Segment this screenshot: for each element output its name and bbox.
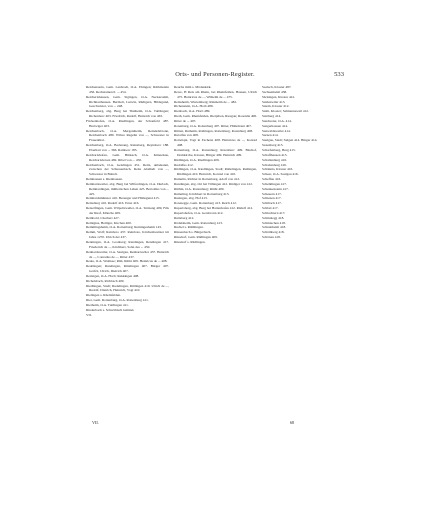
register-entry: Schömberg 418. [262, 230, 285, 235]
register-entry: Schallenburg 416. [262, 157, 287, 162]
register-entry: Schmalegg 418. [262, 215, 285, 220]
register-columns [86, 85, 345, 407]
register-entry: Rüssdorf, Gem. Rüdlingen 409. [174, 235, 218, 240]
register-entry: Scharfenberg, Burg 415. [262, 147, 296, 152]
page-title: Orts- und Personen-Register. [175, 71, 255, 78]
register-entry: Salm, Kloster; Salmannsweil 412. [262, 109, 309, 114]
register-entry: Rielingen s. Rheinfelden. [86, 293, 121, 298]
register-entry: Reichertshausen, Gem. Sigingen, O.A. Neckarsulm, Richharthausen. Bertholt, Lutwin, Rüdigern, Hildegund, Geschwister, von ... 248. [86, 94, 169, 109]
register-entry: Rundingen, abg. Ort bei Tübingen 412. Rüdiger von 412. [174, 181, 253, 186]
register-entry: Rinderbach s. Schwäbisch Gmünd. [86, 307, 135, 312]
register-entry: Richelsbach, Richbach 409. [86, 278, 125, 283]
register-entry: Reute, O.A. Waldsee; Rüti, Rüthi 409. Heinricus de ... 408. [86, 259, 168, 264]
register-entry: Reinhardsmünster 416. Berengar und Hildegund 415. [86, 196, 160, 201]
register-column-2 [174, 85, 257, 407]
register-entry: Sangerhausen 414. [262, 123, 288, 128]
register-entry: Rotenegge, Gem. Rottenberg 413. Reich 412. [174, 201, 237, 206]
register-entry: Scheuern 417. [262, 191, 282, 196]
page-header [86, 71, 344, 81]
register-entry: Rewe, H Reis am Rhein, bei Rheinfelden, Hausen, Ulrich 475. Heinricus de ..., Wilhelm de ... 475. [174, 89, 257, 99]
register-entry: Sanwaldsweiler 414. [262, 128, 291, 133]
register-entry: Säckingen, Kloster 441. [262, 94, 296, 99]
register-entry: Schönau 418. [262, 235, 281, 240]
register-entry: Rottenburg, O.A. Rottenburg; Rotenburc 409. Bischof, Domkirche, Kloster, Bürger 409. Heinrich 409. [174, 147, 257, 157]
register-entry: Schienen 417. [262, 196, 282, 201]
register-entry: Reinsheim, Wurtemberg; Rinsheim de ... 482. [174, 99, 237, 104]
register-entry: Sarnen 414. [262, 133, 279, 138]
register-entry: Rüthin, O.A. Rottenburg; Rüthi 409. [174, 186, 225, 191]
register-entry: Frickenhofen, O.A. Riedlingen, der Schonfeld 487. Hertwiger 403. [86, 118, 169, 128]
register-entry: Salem, Kloster 412. [262, 104, 290, 109]
register-entry: Schiltach 417. [262, 201, 282, 206]
sheet-number: 68 [289, 420, 294, 425]
register-entry: Ritter de ... 407. [174, 118, 197, 123]
register-entry: Remm, Wolf; Reinboto 437. Reinboto, Kirchenbesitzer im Jahre 1270. Ulrich der 437. [86, 230, 169, 240]
register-entry: Saldenwiler 413. [262, 99, 286, 104]
register-entry: Scheer, O.A. Saulgau 416. [262, 172, 299, 177]
register-entry: Reichenberg, O.A. Backnang, Reinsberg, Reynsberc 188. Eberhart von ... 366. Rainberc 185. [86, 143, 169, 152]
register-entry: Ruchel s. Rüthlingen. [174, 225, 204, 230]
register-entry: Reichenstein, Gem. Lenhrodt, O.A. Ehingen; Rüthinstein 456. Rechstainen 0. ... 454. [86, 85, 169, 94]
register-entry: Saulgau, Stadt; Sulgen 414. Bürger 414. [262, 138, 318, 143]
register-entry: Rottelspit, Vogt in Eschenz 408. Heinricus de ..., Konrad 408. [174, 138, 257, 148]
register-entry: Rüdlingen, O.A. Riedlingen, Stadt; Rüdelingen, Rutlingen, Rüdlingen 410. Heinrich, Konrad von 410. [174, 167, 257, 177]
register-entry: Rumeling, Kirchherr in Rottenburg 413. [174, 191, 230, 196]
register-entry: Rütten, Rutheim, Rothingen, Rottenburg, Rotenburg 408. [174, 128, 253, 133]
register-entry: Richenstein, O.A. Horb 489. [174, 104, 214, 109]
page-number: 533 [334, 71, 344, 78]
register-entry: Riet, Gem. Rottenburg, O.A. Rottenburg 411. [86, 298, 149, 303]
register-entry: Rotenburg, O.A. Rottenburg 407. Ritter, Hildebrant 407. [174, 123, 252, 128]
register-column-3 [262, 85, 345, 407]
register-entry: Schelklingen 417. [262, 181, 287, 186]
register-entry: Rüdlingen, O.A. Riedlingen 409. [174, 157, 220, 162]
register-entry: Reutlingen; Rutelingen, Rütelingen 407. Bürger 407. Gotfrit, Ulrich, Dietrich 407. [86, 264, 169, 274]
register-entry: Rexingen, O.A. Horb; Rekkingen 408. [86, 273, 140, 278]
register-entry: Reuchs mith s. Mödenkirk. [174, 85, 212, 89]
register-entry: Reinhartsweiler, abg. Burg bei Wilferdingen, O.A. Durlach, Reinhardingen, müllerischen Lehen 425. Bertoldus von ... 425. [86, 181, 169, 196]
register-entry: Salzburg 414. [262, 114, 282, 119]
register-entry: Reichenbach, O.A. Mergentheim, Reindelsbronn, Reichenbach 480. Wilwe Regelin von ..., Schwester in Frauenthal. [86, 128, 169, 143]
register-entry: Reinhausen s. Rienhausen. [86, 177, 123, 182]
register-entry: Rusingen, abg. Hof 413. [174, 196, 208, 201]
register-entry: Scheffau 416. [262, 177, 282, 182]
register-entry: Remigius, Heiliger, Kirchen 400. [86, 220, 132, 225]
register-entry: Rutisberg 412. [174, 215, 195, 220]
register-entry: Reichenberg, abg. Burg bei Thalheim, O.A. Tuttlingen; Richenberc 463. Friedrich, Rudolf, Heinrich von 463. [86, 109, 169, 119]
register-column-1 [86, 85, 169, 407]
register-entry: Schmiechen 418. [262, 220, 286, 225]
register-entry: Rumelin, Richter in Rottenburg, Adolf von 412. [174, 177, 240, 182]
register-entry: Rüssdorf s. Rüdlingen. [174, 240, 206, 244]
register-entry: Rembold, Chorherr 427. [86, 215, 120, 220]
register-entry: Rudolfus 412. [174, 162, 194, 167]
register-entry: Riedlingen, Stadt; Rudelingen, Rütlingen 410. Ulrich de ..., Rudolf, Dietrich, Heinrich, Vogt 410. [86, 283, 169, 293]
register-entry: Reichartshofen, Gem. Bürkach, O.A. Künzelsau, Reichartshoven 482. Ribel von ... 450. [86, 152, 169, 162]
register-entry: Rödelsheim, Gem. Rottenburg 413. [174, 220, 223, 225]
register-entry: Schenkenstein 417. [262, 186, 289, 191]
register-entry: VII. [86, 312, 92, 317]
register-entry: Reiselfingen, Gem. Wilpoltsweiler, O.A. Tettnang 409, Frik der Ruaf, Mönche 409. [86, 206, 169, 215]
register-entry: Sandweier, O.A. 414. [262, 118, 292, 123]
register-entry: Schaffhausen 415. [262, 152, 288, 157]
register-entry: Remmingsheim, O.A. Rottenburg; Remingesheim 143. [86, 225, 162, 230]
register-entry: Renningen, O.A. Leonberg; Rendingen, Rendingen 417. Friederich de ..., Kirchherr, Sohn des ... 450. [86, 240, 169, 249]
register-entry: Schlatt 417. [262, 206, 279, 211]
register-entry: Sachsenheim 438. [262, 89, 288, 94]
register-entry: Reinsburg 416. Rudolf 416. Ernst 416. [86, 201, 140, 206]
register-entry: Rienbach, O.A. Horb 489. [174, 109, 211, 114]
register-entry: Rupertsberg, abg. Burg bei Hattenhofen 412. Rüdolf 412. [174, 206, 254, 211]
register-entry: Saxenberg 415. [262, 143, 284, 148]
page-footer [86, 420, 344, 428]
register-entry: Reichenbach, O.A. Geislingen 451. Reitz, unbekannt, zwischen der Schussenbach, Reite Abelhelt von ..., Schwester in Baindt. [86, 162, 169, 177]
register-entry: Renhardsweiler, O.A. Saulgau, Renhartswiler 437. Heinrich de ..., Conradus de ..., Ritter 437. [86, 249, 169, 259]
register-entry: Schnaitheim 418. [262, 225, 287, 230]
register-entry: Schluchtern 417. [262, 210, 286, 215]
register-entry: Rüssenbach s. Bürgerbach. [174, 230, 212, 235]
register-entry: Rupertshofen, O.A. Gerabronn 412. [174, 210, 224, 215]
register-entry: Rietheim, O.A. Tuttlingen 411. [86, 302, 129, 307]
signature-mark: VII. [92, 420, 99, 425]
register-entry: Rutolfus von 408. [174, 133, 199, 138]
register-entry: Saalach, Kloster 487. [262, 85, 292, 89]
register-entry: Rieth, Gem. Rheinfelden, Rietpiben, Riesgau; Rosenlie 406. [174, 114, 257, 119]
register-entry: Schaltenberg 416. [262, 162, 287, 167]
register-entry: Schännis, Kloster 416. [262, 167, 294, 172]
